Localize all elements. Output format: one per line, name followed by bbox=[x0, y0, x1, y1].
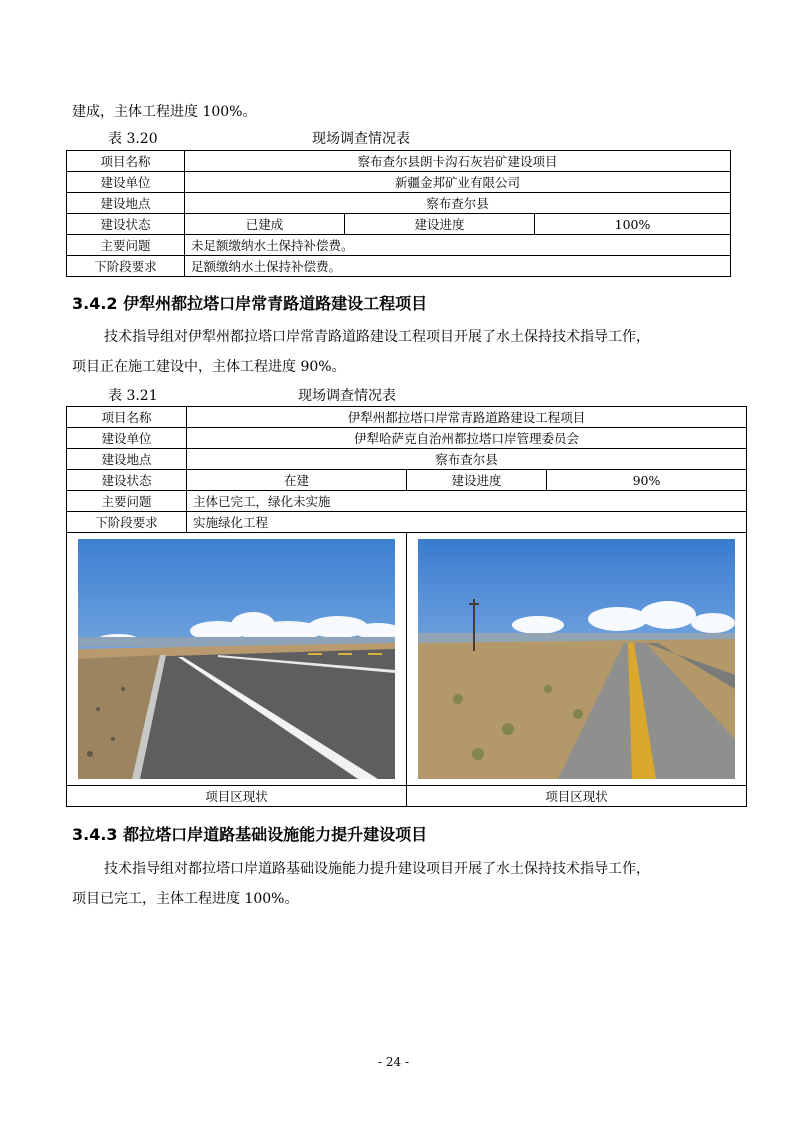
table2-progress-value: 90% bbox=[547, 470, 747, 491]
table1-value: 新疆金邦矿业有限公司 bbox=[185, 172, 731, 193]
table2-label: 建设地点 bbox=[67, 449, 187, 470]
page-number: - 24 - bbox=[378, 1055, 410, 1069]
section-343-para-line1: 技术指导组对都拉塔口岸道路基础设施能力提升建设项目开展了水土保持技术指导工作， bbox=[104, 861, 650, 877]
table2-label: 项目名称 bbox=[67, 407, 187, 428]
table1-progress-value: 100% bbox=[535, 214, 731, 235]
table2-issues-value: 主体已完工，绿化未实施 bbox=[187, 491, 747, 512]
table2-status-value: 在建 bbox=[187, 470, 407, 491]
table1-label: 项目名称 bbox=[67, 151, 185, 172]
table-row bbox=[67, 470, 747, 491]
table1-title: 现场调查情况表 bbox=[312, 131, 410, 147]
section-343-para-line2: 项目已完工，主体工程进度 100%。 bbox=[72, 891, 299, 907]
table2-label: 建设单位 bbox=[67, 428, 187, 449]
table2-value: 察布查尔县 bbox=[187, 449, 747, 470]
table-row bbox=[67, 786, 747, 807]
table2-next-label: 下阶段要求 bbox=[67, 512, 187, 533]
section-343-heading: 3.4.3 都拉塔口岸道路基础设施能力提升建设项目 bbox=[72, 825, 428, 844]
table-row bbox=[67, 491, 747, 512]
table2-progress-label: 建设进度 bbox=[407, 470, 547, 491]
table-row bbox=[67, 151, 731, 172]
table2-title: 现场调查情况表 bbox=[298, 388, 396, 404]
table1-number: 表 3.20 bbox=[108, 131, 158, 147]
table2-next-value: 实施绿化工程 bbox=[187, 512, 747, 533]
table1-next-value: 足额缴纳水土保持补偿费。 bbox=[185, 256, 731, 277]
table1-status-label: 建设状态 bbox=[67, 214, 185, 235]
table2-issues-label: 主要问题 bbox=[67, 491, 187, 512]
table-row bbox=[67, 193, 731, 214]
table2-value: 伊犁州都拉塔口岸常青路道路建设工程项目 bbox=[187, 407, 747, 428]
table1-label: 建设单位 bbox=[67, 172, 185, 193]
table-row bbox=[67, 214, 731, 235]
table-row bbox=[67, 256, 731, 277]
table-row bbox=[67, 172, 731, 193]
table-row bbox=[67, 428, 747, 449]
photo-cell-left bbox=[67, 533, 407, 786]
table2-status-label: 建设状态 bbox=[67, 470, 187, 491]
section-342-para-line1: 技术指导组对伊犁州都拉塔口岸常青路道路建设工程项目开展了水土保持技术指导工作， bbox=[104, 329, 650, 345]
table1-status-value: 已建成 bbox=[185, 214, 345, 235]
road-photo bbox=[78, 539, 395, 779]
section-342-para-line2: 项目正在施工建设中，主体工程进度 90%。 bbox=[72, 359, 346, 375]
intro-line: 建成，主体工程进度 100%。 bbox=[72, 104, 257, 120]
photo-caption-right: 项目区现状 bbox=[407, 786, 747, 807]
table1-next-label: 下阶段要求 bbox=[67, 256, 185, 277]
table1 bbox=[66, 150, 731, 277]
table1-issues-value: 未足额缴纳水土保持补偿费。 bbox=[185, 235, 731, 256]
table1-value: 察布查尔县 bbox=[185, 193, 731, 214]
section-342-heading: 3.4.2 伊犁州都拉塔口岸常青路道路建设工程项目 bbox=[72, 294, 428, 313]
table1-label: 建设地点 bbox=[67, 193, 185, 214]
table2-number: 表 3.21 bbox=[108, 388, 158, 404]
table1-value: 察布查尔县朗卡沟石灰岩矿建设项目 bbox=[185, 151, 731, 172]
photo-caption-left: 项目区现状 bbox=[67, 786, 407, 807]
table2-value: 伊犁哈萨克自治州都拉塔口岸管理委员会 bbox=[187, 428, 747, 449]
table-row bbox=[67, 512, 747, 533]
table-row bbox=[67, 407, 747, 428]
table-row bbox=[67, 449, 747, 470]
table2 bbox=[66, 406, 747, 807]
table1-progress-label: 建设进度 bbox=[345, 214, 535, 235]
photo-cell-right bbox=[407, 533, 747, 786]
table-row bbox=[67, 235, 731, 256]
table1-issues-label: 主要问题 bbox=[67, 235, 185, 256]
sidewalk-photo bbox=[418, 539, 735, 779]
table-row bbox=[67, 533, 747, 786]
